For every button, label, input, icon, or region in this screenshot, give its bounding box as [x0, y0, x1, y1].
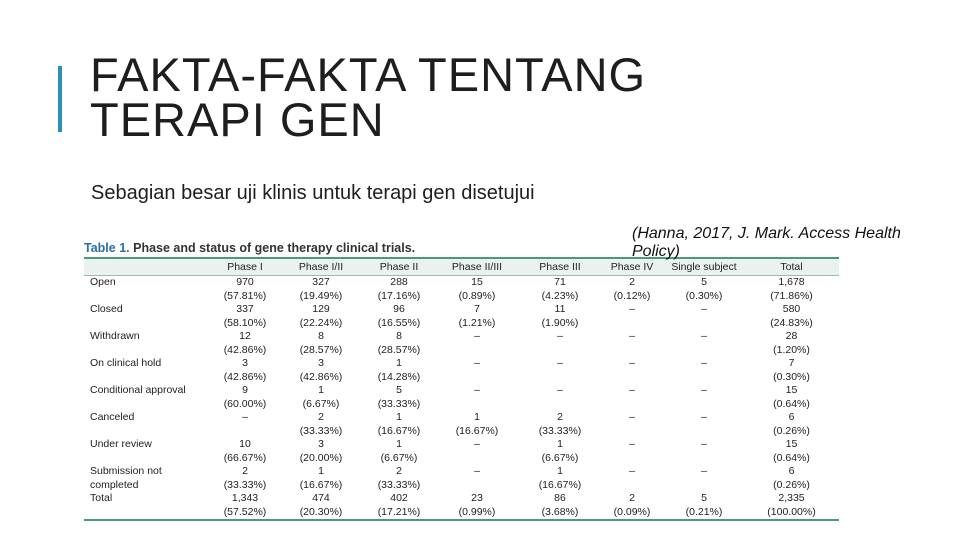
row-label: Total [90, 492, 113, 504]
table-row [84, 357, 839, 371]
table-cell: 129 [312, 303, 330, 315]
table-cell: (16.67%) [299, 478, 343, 491]
table-cell: – [629, 330, 635, 342]
table-cell: – [701, 384, 707, 396]
table-cell: 23 [471, 492, 483, 504]
table-cell: (33.33%) [538, 424, 582, 437]
table-cell: – [629, 384, 635, 396]
table-cell: (16.55%) [377, 316, 421, 329]
table-cell: 15 [785, 384, 798, 396]
slide-title [90, 48, 647, 146]
table-cell [434, 344, 520, 358]
table-cell [600, 425, 664, 439]
table-cell: 5 [396, 384, 402, 396]
table-cell: (24.83%) [770, 316, 813, 329]
table-cell: 1 [396, 438, 402, 450]
table-row [84, 438, 839, 452]
table-cell [664, 452, 744, 466]
table-cell: (22.24%) [299, 316, 343, 329]
table-cell: (0.64%) [773, 397, 810, 410]
table-cell [600, 398, 664, 412]
table-cell: – [629, 438, 635, 450]
table-row [84, 425, 839, 439]
table-row [84, 479, 839, 493]
table-cell: 15 [471, 276, 483, 288]
trials-table-figure [84, 239, 839, 521]
table-cell: (20.30%) [278, 506, 364, 521]
table-cell: – [474, 384, 480, 396]
table-cell: (1.90%) [541, 316, 579, 329]
table-cell: (0.30%) [773, 370, 810, 383]
table-cell: 1 [318, 465, 324, 477]
column-header: Phase II [364, 259, 434, 276]
row-label [84, 452, 212, 466]
table-cell: 15 [785, 438, 798, 450]
table-cell: (57.81%) [223, 289, 267, 302]
table-caption-lead: Table 1. [84, 241, 130, 255]
table-cell: (4.23%) [541, 289, 579, 302]
table-cell: – [701, 465, 707, 477]
table-row [84, 384, 839, 398]
table-cell: (6.67%) [380, 451, 418, 464]
table-row [84, 344, 839, 358]
table-cell: 1,678 [778, 276, 805, 288]
table-cell [664, 479, 744, 493]
table-cell [600, 479, 664, 493]
table-cell: 327 [312, 276, 330, 288]
table-cell [600, 344, 664, 358]
table-cell: – [474, 465, 480, 477]
table-cell [664, 317, 744, 331]
row-label [84, 290, 212, 304]
slide-title-line-2: TERAPI GEN [90, 93, 385, 146]
table-cell: (19.49%) [299, 289, 343, 302]
column-header: Phase III [520, 259, 600, 276]
table-cell: (0.21%) [664, 506, 744, 521]
table-cell: (57.52%) [212, 506, 278, 521]
row-label [84, 317, 212, 331]
table-cell: (14.28%) [377, 370, 421, 383]
table-row [84, 506, 839, 521]
row-label: Canceled [90, 411, 135, 423]
row-label [84, 506, 212, 521]
table-cell: (1.21%) [458, 316, 496, 329]
table-cell: (33.33%) [299, 424, 343, 437]
table-cell: (17.16%) [377, 289, 421, 302]
table-cell [212, 425, 278, 439]
table-cell: – [474, 357, 480, 369]
table-cell [600, 317, 664, 331]
table-cell: – [557, 357, 563, 369]
trials-table [84, 259, 839, 521]
table-caption-text: Phase and status of gene therapy clinical trials. [133, 241, 416, 255]
table-cell [434, 371, 520, 385]
table-cell: 7 [474, 303, 480, 315]
table-cell: 337 [236, 303, 254, 315]
table-cell: – [474, 330, 480, 342]
table-cell [434, 452, 520, 466]
table-cell: 11 [554, 303, 566, 315]
table-cell: 474 [312, 492, 330, 504]
row-label: On clinical hold [90, 357, 162, 369]
table-cell: 1 [557, 465, 563, 477]
row-label [84, 398, 212, 412]
row-label: completed [90, 478, 139, 491]
row-label: Under review [90, 438, 152, 450]
table-cell: – [629, 465, 635, 477]
table-cell [434, 479, 520, 493]
column-header: Phase IV [600, 259, 664, 276]
table-cell: 3 [318, 438, 324, 450]
table-cell: 580 [782, 303, 801, 315]
table-cell: 3 [242, 357, 248, 369]
table-header-row [84, 259, 839, 276]
table-cell: 8 [318, 330, 324, 342]
table-cell: (20.00%) [299, 451, 343, 464]
table-row [84, 398, 839, 412]
row-label: Open [90, 276, 116, 288]
citation: (Hanna, 2017, J. Mark. Access Health Policy) [632, 225, 901, 260]
slide-subtitle: Sebagian besar uji klinis untuk terapi gen disetujui [91, 182, 535, 204]
table-cell: (0.64%) [773, 451, 810, 464]
table-cell: – [701, 357, 707, 369]
table-cell: (16.67%) [377, 424, 421, 437]
table-cell: (33.33%) [223, 478, 267, 491]
table-cell: 1 [318, 384, 324, 396]
table-cell: 5 [701, 276, 707, 288]
title-accent-bar [58, 66, 62, 132]
table-cell: 1 [396, 411, 402, 423]
table-cell: 7 [788, 357, 795, 369]
row-label [84, 425, 212, 439]
table-cell [664, 398, 744, 412]
table-cell: (16.67%) [455, 424, 499, 437]
table-cell: 1 [396, 357, 402, 369]
table-cell [600, 452, 664, 466]
table-row [84, 492, 839, 506]
table-body [84, 276, 839, 521]
table-cell [520, 398, 600, 412]
table-cell: – [557, 330, 563, 342]
table-cell: 96 [393, 303, 405, 315]
row-label: Conditional approval [90, 384, 186, 396]
table-cell: 8 [396, 330, 402, 342]
column-header [84, 259, 212, 276]
table-cell: – [701, 330, 707, 342]
table-cell: 6 [788, 465, 795, 477]
column-header: Phase I [212, 259, 278, 276]
table-cell: – [242, 411, 248, 423]
column-header: Single subject [664, 259, 744, 276]
table-row [84, 330, 839, 344]
table-cell: (60.00%) [223, 397, 267, 410]
table-cell: 970 [236, 276, 254, 288]
table-row [84, 303, 839, 317]
table-cell: 2 [318, 411, 324, 423]
table-cell: (42.86%) [223, 370, 267, 383]
table-row [84, 371, 839, 385]
table-cell: (6.67%) [302, 397, 340, 410]
table-cell [664, 425, 744, 439]
table-cell [434, 398, 520, 412]
row-label [84, 344, 212, 358]
table-cell: 2,335 [778, 492, 805, 504]
table-row [84, 452, 839, 466]
table-row [84, 411, 839, 425]
table-cell: 288 [390, 276, 408, 288]
table-cell: 12 [239, 330, 251, 342]
table-cell [664, 344, 744, 358]
row-label: Withdrawn [90, 330, 140, 342]
table-cell: – [629, 357, 635, 369]
table-cell: (6.67%) [541, 451, 579, 464]
table-cell: (0.12%) [613, 289, 651, 302]
table-cell: 9 [242, 384, 248, 396]
table-cell: (1.20%) [773, 343, 810, 356]
table-cell: 1 [557, 438, 563, 450]
table-row [84, 317, 839, 331]
column-header: Phase II/III [434, 259, 520, 276]
table-cell: (0.99%) [434, 506, 520, 521]
table-cell: – [629, 411, 635, 423]
table-row [84, 290, 839, 304]
table-cell [600, 371, 664, 385]
table-cell: – [557, 384, 563, 396]
table-cell: (58.10%) [223, 316, 267, 329]
table-cell: (0.26%) [773, 478, 810, 491]
column-header: Total [744, 259, 839, 276]
table-cell: – [701, 438, 707, 450]
table-cell: 2 [396, 465, 402, 477]
table-cell: 28 [785, 330, 798, 342]
table-cell: (16.67%) [538, 478, 582, 491]
row-label: Submission not [90, 465, 162, 477]
table-cell: (28.57%) [299, 343, 343, 356]
table-row [84, 276, 839, 290]
table-cell: 402 [390, 492, 408, 504]
row-label: Closed [90, 303, 123, 315]
table-cell: 1 [474, 411, 480, 423]
table-cell: (28.57%) [377, 343, 421, 356]
table-cell: 10 [239, 438, 251, 450]
table-cell: (42.86%) [299, 370, 343, 383]
table-cell [520, 371, 600, 385]
column-header: Phase I/II [278, 259, 364, 276]
table-cell: 6 [788, 411, 795, 423]
table-cell: (71.86%) [770, 289, 813, 302]
table-cell: (33.33%) [377, 397, 421, 410]
table-cell: (3.68%) [520, 506, 600, 521]
table-cell [520, 344, 600, 358]
table-cell: – [629, 303, 635, 315]
table-cell: 2 [557, 411, 563, 423]
table-cell: 71 [554, 276, 566, 288]
table-cell: (0.89%) [458, 289, 496, 302]
table-cell: (0.30%) [685, 289, 723, 302]
table-cell: 1,343 [231, 492, 259, 504]
table-cell: 5 [701, 492, 707, 504]
table-cell: – [474, 438, 480, 450]
table-cell [664, 371, 744, 385]
table-row [84, 465, 839, 479]
table-cell: – [701, 303, 707, 315]
slide-title-line-1: FAKTA-FAKTA TENTANG [90, 48, 647, 101]
table-cell: (17.21%) [364, 506, 434, 521]
table-cell: (66.67%) [223, 451, 267, 464]
table-cell: 2 [629, 276, 635, 288]
row-label [84, 371, 212, 385]
table-cell: (0.26%) [773, 424, 810, 437]
table-cell: 2 [629, 492, 635, 504]
table-cell: 86 [554, 492, 566, 504]
table-cell: (33.33%) [377, 478, 421, 491]
table-cell: (42.86%) [223, 343, 267, 356]
table-cell: – [701, 411, 707, 423]
table-cell: (0.09%) [600, 506, 664, 521]
table-cell: 3 [318, 357, 324, 369]
table-cell: (100.00%) [744, 506, 839, 521]
table-cell: 2 [242, 465, 248, 477]
